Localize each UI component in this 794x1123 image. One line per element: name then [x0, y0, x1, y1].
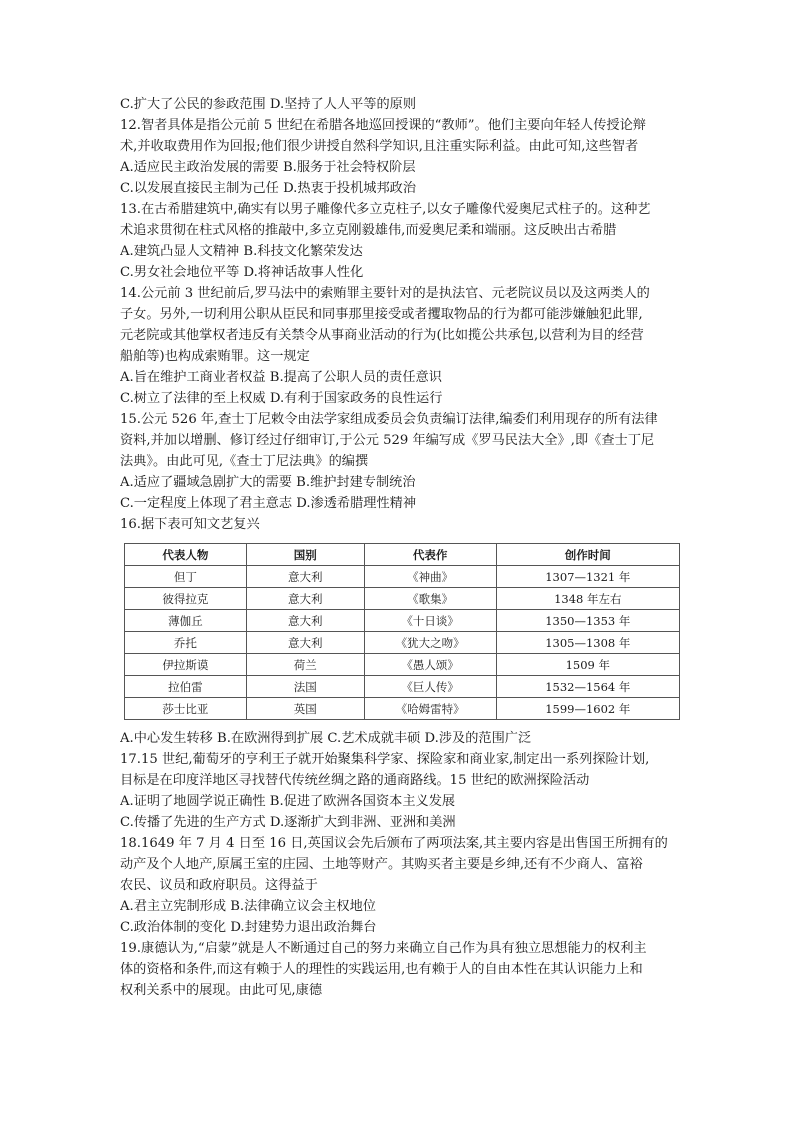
- text-line: A.旨在维护工商业者权益 B.提高了公职人员的责任意识: [120, 370, 442, 385]
- table-cell: 薄伽丘: [125, 610, 247, 632]
- text-line: 体的资格和条件,而这有赖于人的理性的实践运用,也有赖于人的自由本性在其认识能力上和: [120, 962, 643, 977]
- text-line: C.政治体制的变化 D.封建势力退出政治舞台: [120, 920, 377, 935]
- table-cell: 《犹大之吻》: [364, 632, 496, 654]
- text-line: C.一定程度上体现了君主意志 D.渗透希腊理性精神: [120, 496, 417, 511]
- table-cell: 1509 年: [496, 654, 679, 676]
- text-line: 权利关系中的展现。由此可见,康德: [120, 983, 323, 998]
- table-row: [125, 588, 680, 610]
- text-line: 19.康德认为,“启蒙”就是人不断通过自己的努力来确立自己作为具有独立思想能力的权利主: [120, 941, 647, 956]
- text-line: A.适应民主政治发展的需要 B.服务于社会特权阶层: [120, 160, 416, 175]
- table-cell: 1599—1602 年: [496, 698, 679, 720]
- table-cell: 1348 年左右: [496, 588, 679, 610]
- table-cell: 1350—1353 年: [496, 610, 679, 632]
- text-line: 术追求贯彻在柱式风格的推敲中,多立克刚毅雄伟,而爱奥尼柔和端丽。这反映出古希腊: [120, 223, 617, 238]
- table-cell: 1307—1321 年: [496, 566, 679, 588]
- text-line: 12.智者具体是指公元前 5 世纪在希腊各地巡回授课的“教师”。他们主要向年轻人传授论辩: [120, 118, 646, 133]
- text-line: C.传播了先进的生产方式 D.逐渐扩大到非洲、亚洲和美洲: [120, 815, 456, 830]
- table-cell: 意大利: [246, 610, 364, 632]
- table-row: [125, 676, 680, 698]
- text-line: 术,并收取费用作为回报;他们很少讲授自然科学知识,且注重实际利益。由此可知,这些智者: [120, 139, 639, 154]
- renaissance-table: [124, 543, 680, 720]
- text-line: 目标是在印度洋地区寻找替代传统丝绸之路的通商路线。15 世纪的欧洲探险活动: [120, 773, 590, 788]
- table-cell: 1305—1308 年: [496, 632, 679, 654]
- text-line: 农民、议员和政府职员。这得益于: [120, 878, 318, 893]
- table-cell: 英国: [246, 698, 364, 720]
- table-cell: 《巨人传》: [364, 676, 496, 698]
- text-line: A.建筑凸显人文精神 B.科技文化繁荣发达: [120, 244, 363, 259]
- table-cell: 《愚人颂》: [364, 654, 496, 676]
- table-cell: 《神曲》: [364, 566, 496, 588]
- table-cell: 意大利: [246, 566, 364, 588]
- text-line: 船舶等)也构成索贿罪。这一规定: [120, 349, 310, 364]
- table-cell: 荷兰: [246, 654, 364, 676]
- table-cell: 《哈姆雷特》: [364, 698, 496, 720]
- text-line: 17.15 世纪,葡萄牙的亨利王子就开始聚集科学家、探险家和商业家,制定出一系列探险计划,: [120, 752, 650, 767]
- text-line: 元老院或其他掌权者违反有关禁令从事商业活动的行为(比如揽公共承包,以营利为目的经营: [120, 328, 644, 343]
- table-cell: 1532—1564 年: [496, 676, 679, 698]
- table-cell: 伊拉斯谟: [125, 654, 247, 676]
- table-cell: 意大利: [246, 632, 364, 654]
- header-time: 创作时间: [496, 544, 679, 566]
- text-line: A.君主立宪制形成 B.法律确立议会主权地位: [120, 899, 376, 914]
- table-row: [125, 632, 680, 654]
- table-cell: 莎士比亚: [125, 698, 247, 720]
- table-body: [125, 566, 680, 720]
- text-block-top: [120, 94, 680, 535]
- table-row: [125, 610, 680, 632]
- text-line: 资料,并加以增删、修订经过仔细审订,于公元 529 年编写成《罗马民法大全》,即《查士丁尼: [120, 433, 655, 448]
- header-work: 代表作: [364, 544, 496, 566]
- exam-page: [120, 94, 680, 1001]
- text-line: C.以发展直接民主制为己任 D.热衷于投机城邦政治: [120, 181, 417, 196]
- text-line: C.树立了法律的至上权威 D.有利于国家政务的良性运行: [120, 391, 443, 406]
- table-cell: 乔托: [125, 632, 247, 654]
- table-row: [125, 698, 680, 720]
- text-block-bottom: [120, 728, 680, 1001]
- table-cell: 但丁: [125, 566, 247, 588]
- text-line: A.适应了疆域急剧扩大的需要 B.维护封建专制统治: [120, 475, 416, 490]
- text-line: 15.公元 526 年,查士丁尼敕令由法学家组成委员会负责编订法律,编委们利用现存的所有法律: [120, 412, 658, 427]
- table-row: [125, 654, 680, 676]
- text-line: C.扩大了公民的参政范围 D.坚持了人人平等的原则: [120, 97, 417, 112]
- text-line: 14.公元前 3 世纪前后,罗马法中的索贿罪主要针对的是执法官、元老院议员以及这两类人的: [120, 286, 650, 301]
- text-line: 13.在古希腊建筑中,确实有以男子雕像代多立克柱子,以女子雕像代爱奥尼式柱子的。这种艺: [120, 202, 651, 217]
- table-cell: 《歌集》: [364, 588, 496, 610]
- header-country: 国别: [246, 544, 364, 566]
- text-line: A.证明了地圆学说正确性 B.促进了欧洲各国资本主义发展: [120, 794, 456, 809]
- text-line: A.中心发生转移 B.在欧洲得到扩展 C.艺术成就丰硕 D.涉及的范围广泛: [120, 731, 532, 746]
- text-line: 16.据下表可知文艺复兴: [120, 517, 260, 532]
- text-line: C.男女社会地位平等 D.将神话故事人性化: [120, 265, 364, 280]
- table-cell: 意大利: [246, 588, 364, 610]
- table-row: [125, 566, 680, 588]
- text-line: 子女。另外,一切利用公职从臣民和同事那里接受或者攫取物品的行为都可能涉嫌触犯此罪,: [120, 307, 643, 322]
- table-cell: 《十日谈》: [364, 610, 496, 632]
- table-cell: 法国: [246, 676, 364, 698]
- table-header-row: [125, 544, 680, 566]
- text-line: 动产及个人地产,原属王室的庄园、土地等财产。其购买者主要是乡绅,还有不少商人、富裕: [120, 857, 643, 872]
- text-line: 法典》。由此可见,《查士丁尼法典》的编撰: [120, 454, 369, 469]
- table-cell: 彼得拉克: [125, 588, 247, 610]
- table-cell: 拉伯雷: [125, 676, 247, 698]
- text-line: 18.1649 年 7 月 4 日至 16 日,英国议会先后颁布了两项法案,其主要内容是出售国王所拥有的: [120, 836, 668, 851]
- header-figure: 代表人物: [125, 544, 247, 566]
